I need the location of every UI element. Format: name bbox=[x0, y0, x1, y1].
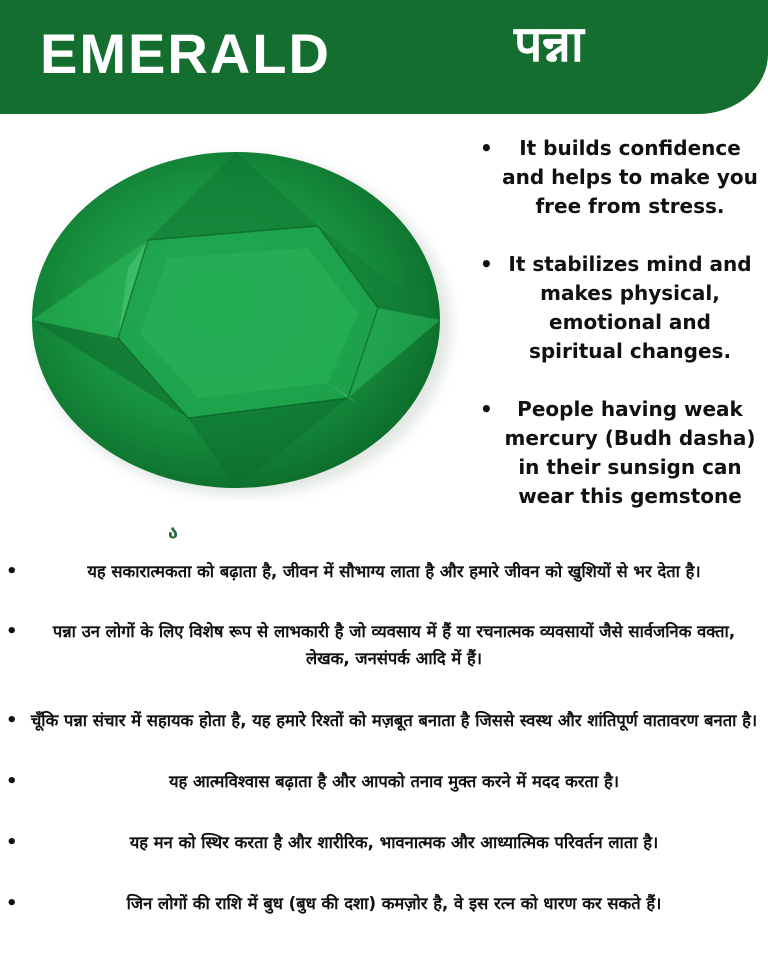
benefit-hi-item bbox=[0, 618, 768, 672]
bullet-icon: • bbox=[6, 561, 18, 582]
benefit-en-item bbox=[470, 395, 760, 511]
benefit-hi-text: यह आत्मविश्वास बढ़ाता है और आपको तनाव मुक्त करने में मदद करता है। bbox=[168, 772, 619, 791]
benefits-hindi-list bbox=[0, 558, 768, 917]
benefit-en-text: People having weak mercury (Budh dasha) in their sunsign can wear this gemstone bbox=[504, 397, 756, 508]
bullet-icon: • bbox=[480, 136, 493, 160]
bullet-icon: • bbox=[6, 893, 18, 914]
title-hindi: पन्ना bbox=[514, 15, 584, 73]
benefit-hi-text: चूँकि पन्ना संचार में सहायक होता है, यह हमारे रिश्तों को मज़बूत बनाता है जिससे स्वस्थ और शांतिपूर्ण वातावरण बनता है। bbox=[30, 711, 758, 730]
benefit-hi-item bbox=[0, 829, 768, 856]
benefit-hi-item bbox=[0, 707, 768, 734]
benefit-hi-text: यह मन को स्थिर करता है और शारीरिक, भावनात्मक और आध्यात्मिक परिवर्तन लाता है। bbox=[129, 833, 659, 852]
benefit-hi-item bbox=[0, 890, 768, 917]
benefits-english-list bbox=[470, 130, 760, 540]
bullet-icon: • bbox=[6, 771, 18, 792]
emerald-gemstone-icon bbox=[28, 148, 458, 500]
bullet-icon: • bbox=[480, 397, 493, 421]
benefit-en-text: It stabilizes mind and makes physical, emotional and spiritual changes. bbox=[508, 252, 752, 363]
title-banner bbox=[0, 0, 768, 114]
gem-mark-glyph: ა bbox=[168, 522, 178, 543]
benefit-en-text: It builds confidence and helps to make you free from stress. bbox=[502, 136, 758, 218]
benefit-hi-text: पन्ना उन लोगों के लिए विशेष रूप से लाभकारी है जो व्यवसाय में हैं या रचनात्मक व्यवसायों जैसे सार्वजनिक वक्ता, लेखक, जनसंपर्क आदि में हैं। bbox=[52, 622, 736, 668]
benefit-hi-text: जिन लोगों की राशि में बुध (बुध की दशा) कमज़ोर है, वे इस रत्न को धारण कर सकते हैं। bbox=[126, 894, 662, 913]
bullet-icon: • bbox=[6, 832, 18, 853]
title-english: EMERALD bbox=[40, 22, 331, 85]
benefit-hi-item bbox=[0, 768, 768, 795]
benefit-en-item bbox=[470, 134, 760, 221]
bullet-icon: • bbox=[6, 710, 18, 731]
benefit-hi-item bbox=[0, 558, 768, 585]
bullet-icon: • bbox=[6, 621, 18, 642]
bullet-icon: • bbox=[480, 252, 493, 276]
benefit-en-item bbox=[470, 250, 760, 366]
benefit-hi-text: यह सकारात्मकता को बढ़ाता है, जीवन में सौभाग्य लाता है और हमारे जीवन को खुशियों से भर देता है। bbox=[87, 562, 701, 581]
